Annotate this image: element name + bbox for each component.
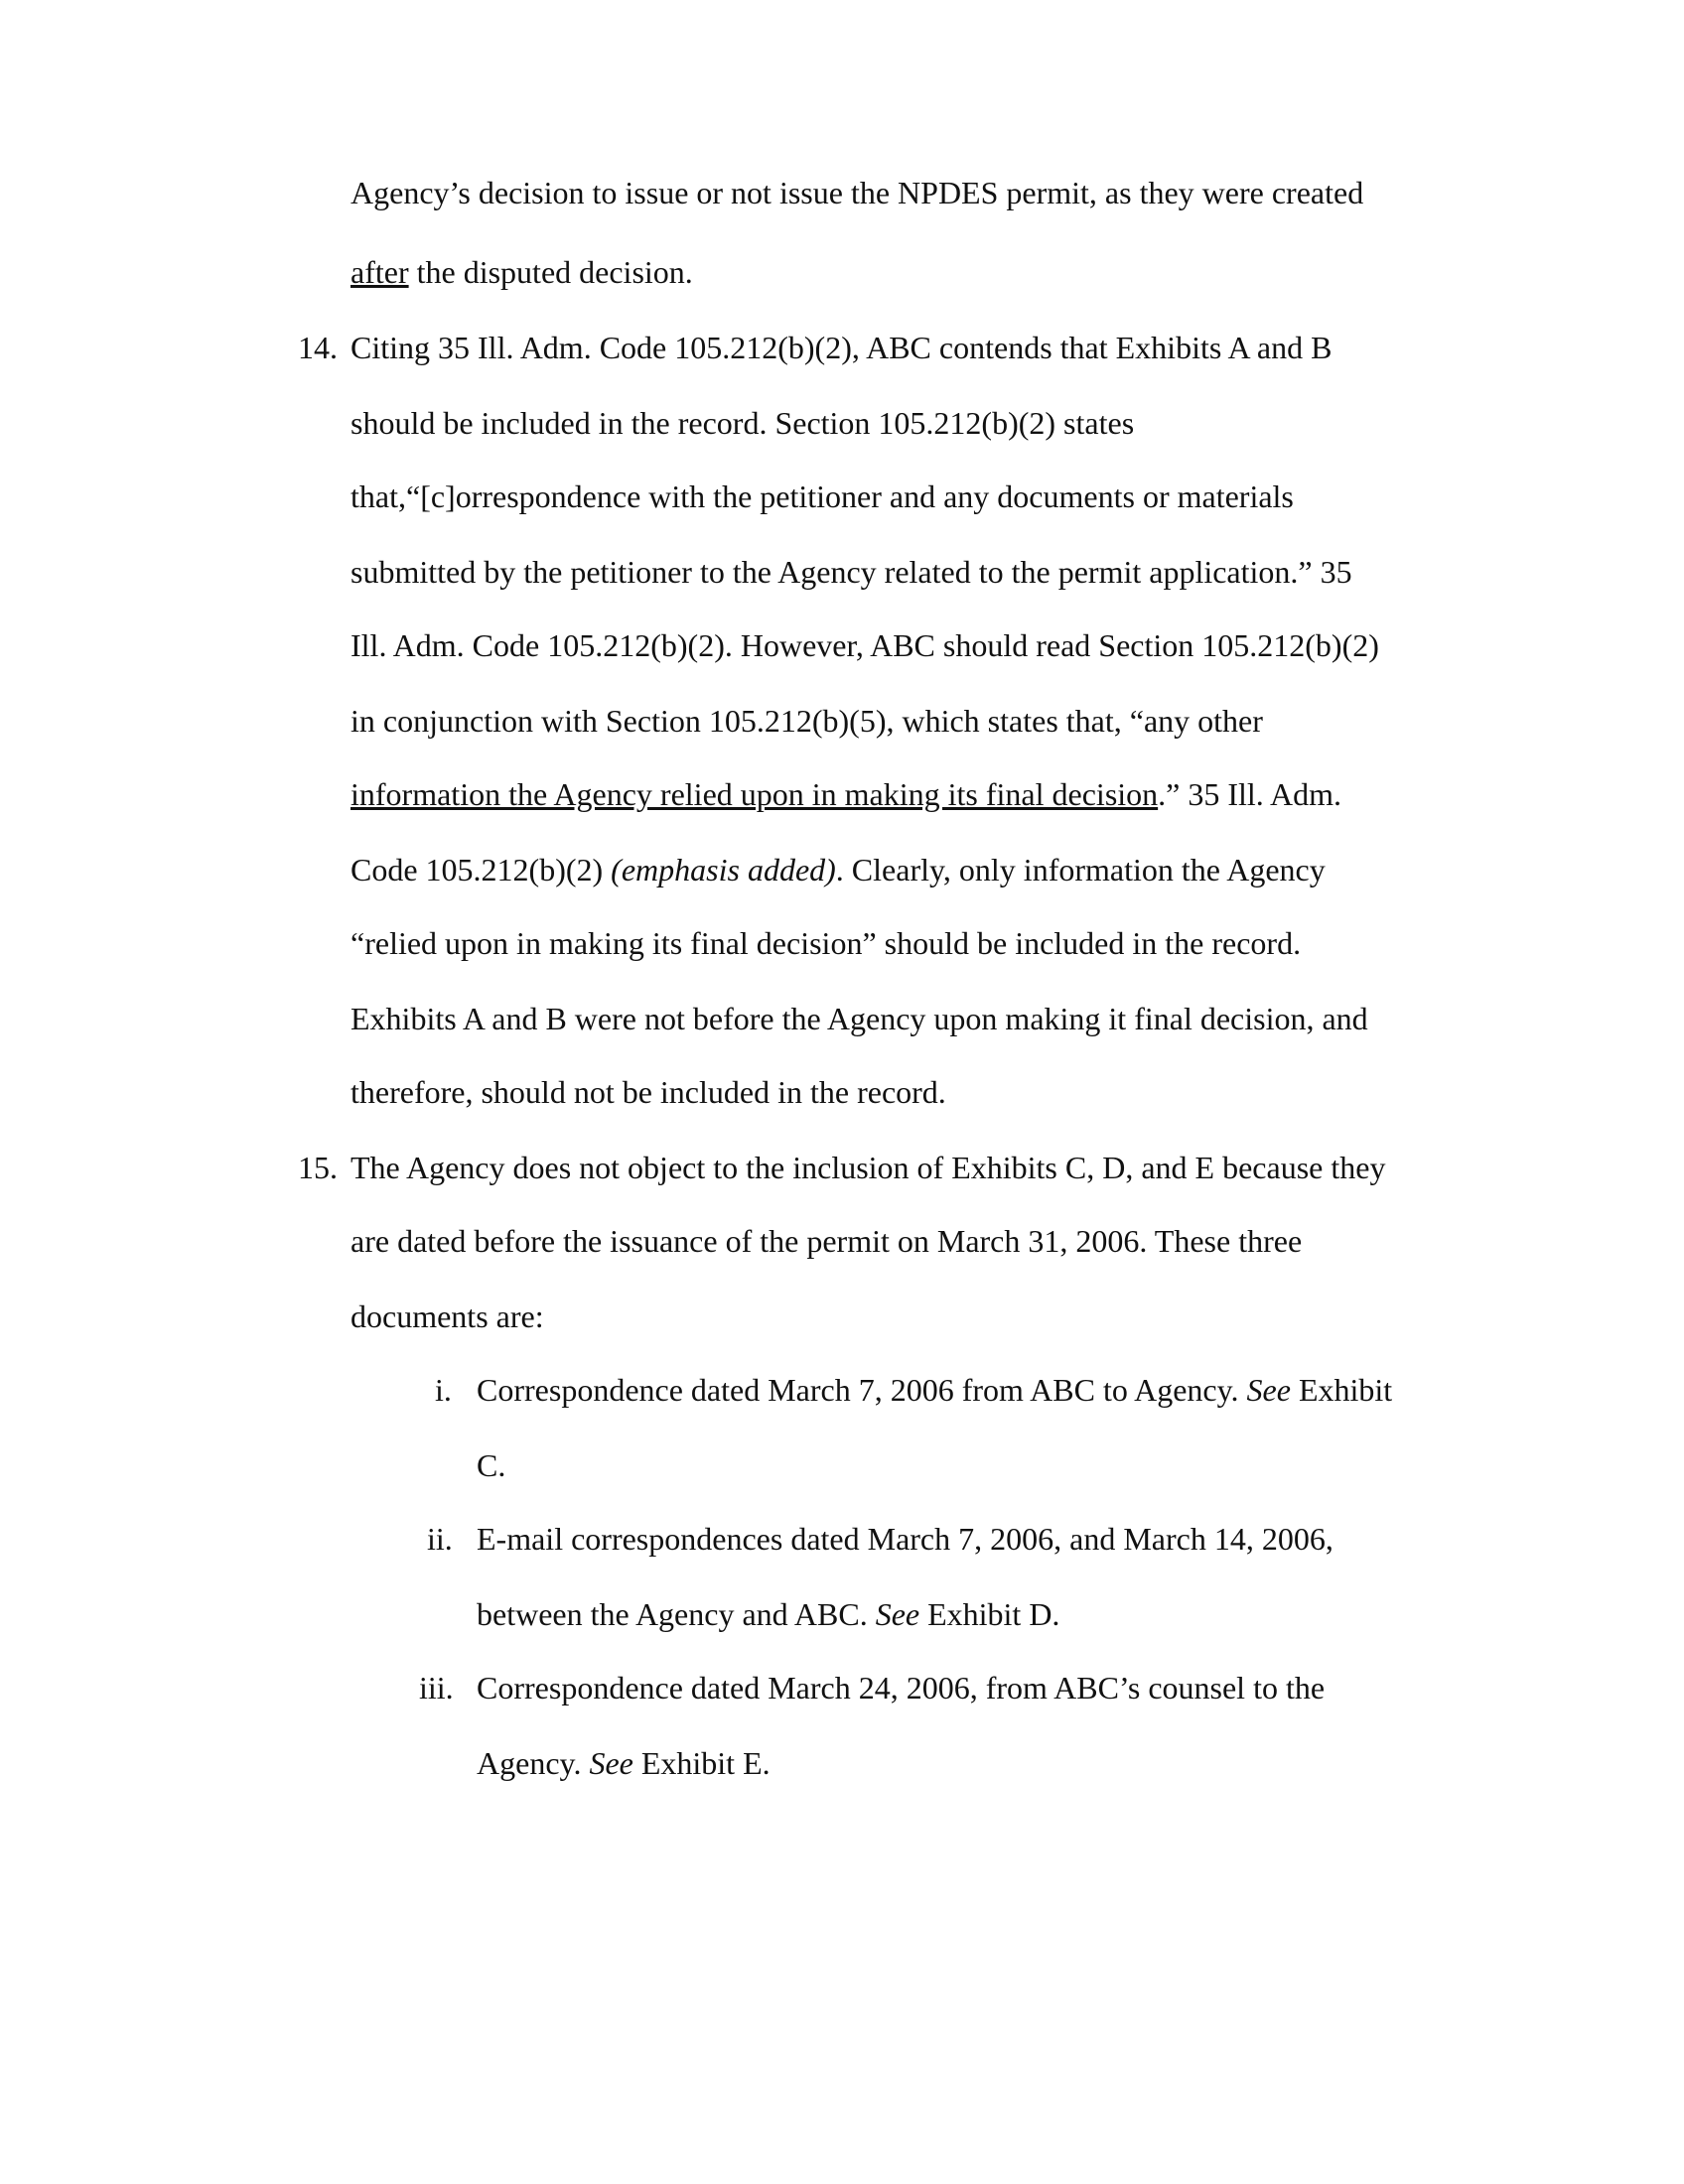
item-iii-line-2 xyxy=(477,1743,771,1783)
paragraph-15-line-2: are dated before the issuance of the permit on March 31, 2006. These three xyxy=(351,1223,1303,1259)
continuation-line-2 xyxy=(351,252,693,292)
see-signal: See xyxy=(1246,1372,1291,1408)
paragraph-14-line-6: in conjunction with Section 105.212(b)(5), which states that, “any other xyxy=(351,703,1263,739)
underlined-after: after xyxy=(351,254,409,290)
item-iii-line-1 xyxy=(477,1668,1325,1707)
item-iii-line-2-text: Agency. xyxy=(477,1745,590,1781)
item-iii-exhibit: Exhibit E. xyxy=(632,1745,771,1781)
paragraph-14-line-9: “relied upon in making its final decision” should be included in the record. xyxy=(351,925,1302,961)
paragraph-15-line-1: The Agency does not object to the inclusion of Exhibits C, D, and E because they xyxy=(351,1150,1386,1185)
paragraph-14-line-7-rest: .” 35 Ill. Adm. xyxy=(1158,776,1342,812)
item-i-line-2 xyxy=(477,1445,505,1485)
item-ii-text: E-mail correspondences dated March 7, 2006, and March 14, 2006, xyxy=(477,1521,1333,1557)
paragraph-15-number: 15. xyxy=(298,1150,338,1185)
item-i-numeral: i. xyxy=(435,1372,452,1408)
paragraph-14-line-2: should be included in the record. Section 105.212(b)(2) states xyxy=(351,405,1135,441)
paragraph-14-line-1: Citing 35 Ill. Adm. Code 105.212(b)(2), ABC contends that Exhibits A and B xyxy=(351,330,1333,365)
item-ii-numeral: ii. xyxy=(427,1521,453,1557)
see-signal: See xyxy=(875,1596,920,1632)
paragraph-14-line-8-b: . Clearly, only information the Agency xyxy=(835,852,1326,887)
item-i-line-2-text: C. xyxy=(477,1447,506,1483)
paragraph-14-line-8 xyxy=(351,850,1326,889)
paragraph-14-number: 14. xyxy=(298,330,338,365)
item-i-line-1 xyxy=(477,1370,1392,1410)
paragraph-14-line-3: that,“[c]orrespondence with the petitioner and any documents or materials xyxy=(351,478,1294,514)
paragraph-15-line-3: documents are: xyxy=(351,1298,544,1334)
item-ii-exhibit: Exhibit D. xyxy=(919,1596,1060,1632)
paragraph-14-line-7 xyxy=(351,774,1341,814)
paragraph-14-line-11: therefore, should not be included in the record. xyxy=(351,1074,946,1110)
paragraph-14-line-4: submitted by the petitioner to the Agency related to the permit application.” 35 xyxy=(351,554,1352,590)
emphasis-added: (emphasis added) xyxy=(611,852,836,887)
continuation-line-2-text: the disputed decision. xyxy=(416,254,693,290)
item-iii-text: Correspondence dated March 24, 2006, from ABC’s counsel to the xyxy=(477,1670,1326,1706)
paragraph-14-line-10: Exhibits A and B were not before the Agency upon making it final decision, and xyxy=(351,1001,1368,1036)
item-iii-numeral: iii. xyxy=(419,1670,454,1706)
see-signal: See xyxy=(589,1745,633,1781)
item-i-exhibit: Exhibit xyxy=(1290,1372,1393,1408)
item-ii-line-2 xyxy=(477,1594,1059,1634)
item-ii-line-1 xyxy=(477,1519,1333,1559)
item-i-text: Correspondence dated March 7, 2006 from ABC to Agency. xyxy=(477,1372,1247,1408)
paragraph-14-line-8-a: Code 105.212(b)(2) xyxy=(351,852,612,887)
item-ii-line-2-text: between the Agency and ABC. xyxy=(477,1596,876,1632)
paragraph-14-line-5: Ill. Adm. Code 105.212(b)(2). However, ABC should read Section 105.212(b)(2) xyxy=(351,627,1379,663)
underlined-quote: information the Agency relied upon in making its final decision xyxy=(351,776,1159,812)
continuation-line-1: Agency’s decision to issue or not issue the NPDES permit, as they were created xyxy=(351,175,1364,210)
